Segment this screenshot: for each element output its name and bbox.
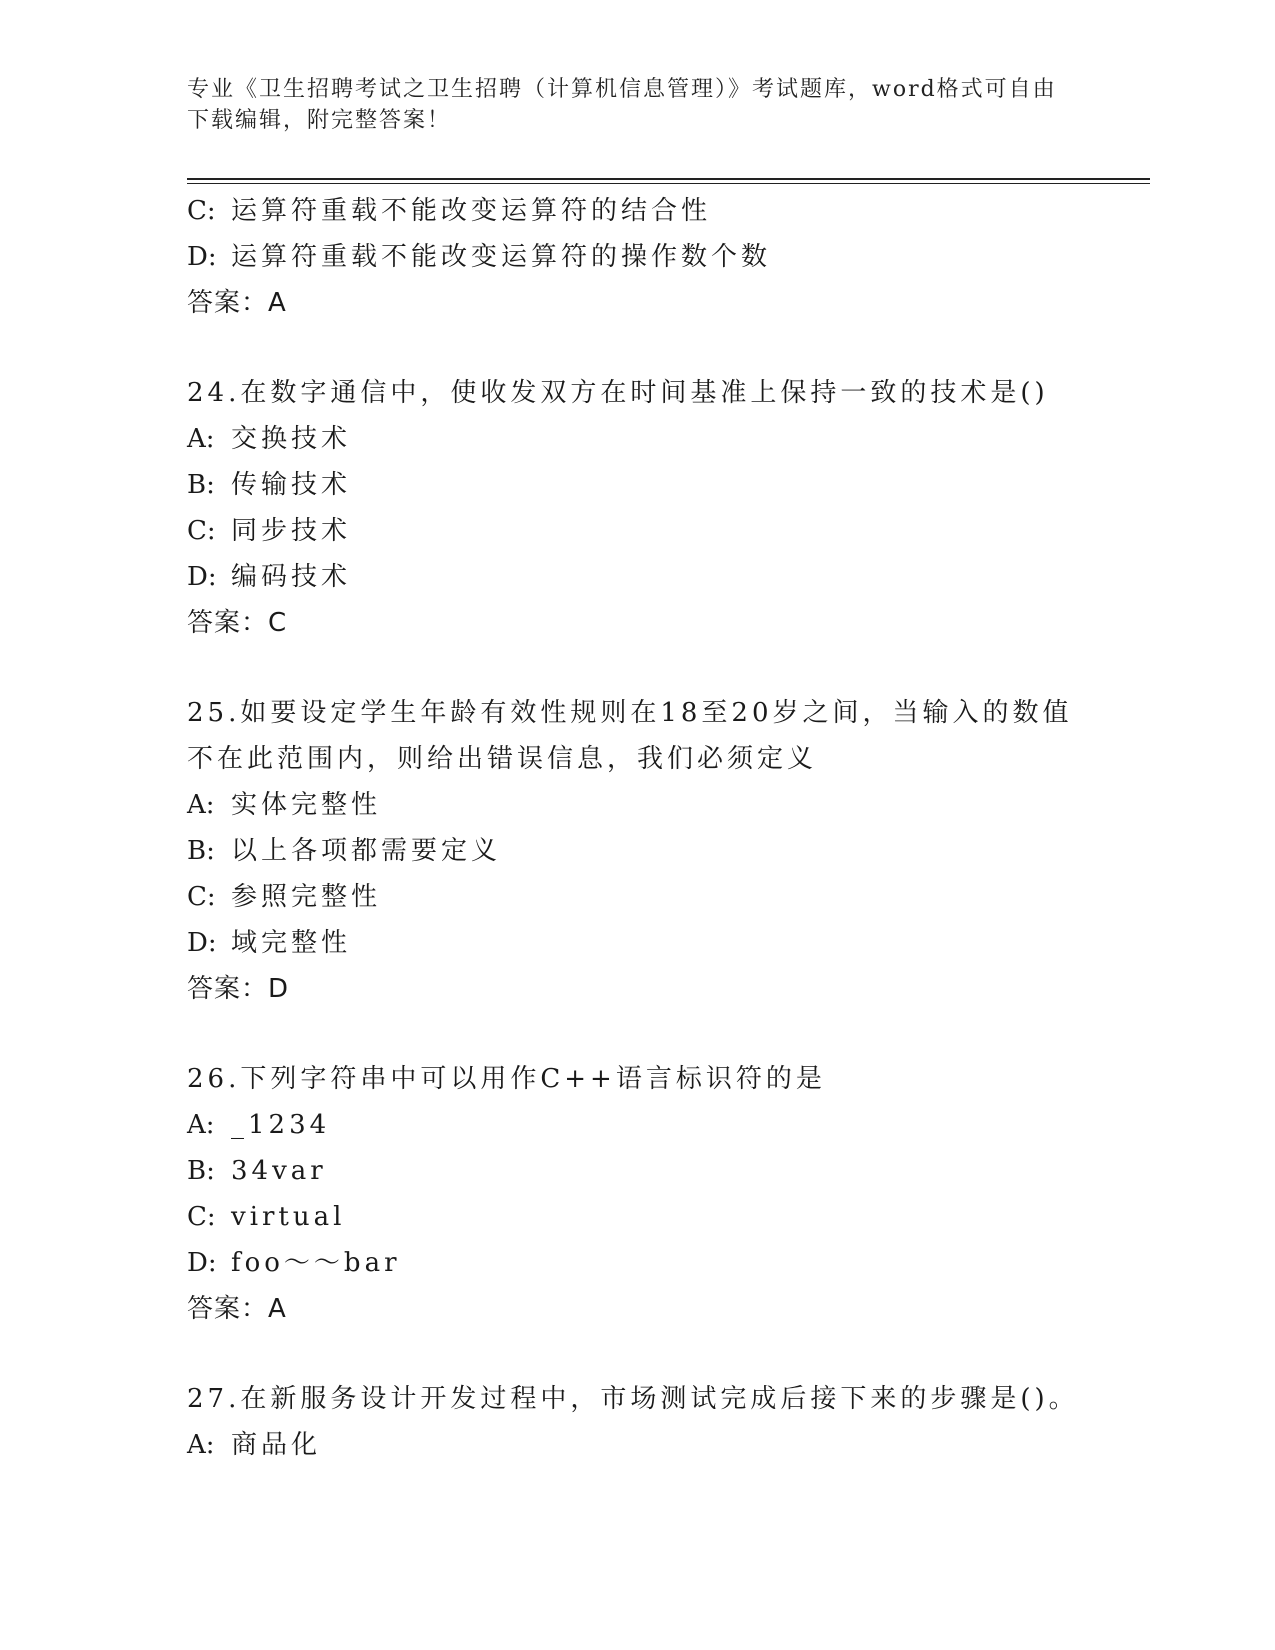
- option-a: A: 商品化: [187, 1430, 322, 1460]
- header-divider-thin: [187, 183, 1150, 184]
- answer: 答案：C: [187, 608, 288, 638]
- question-stem: 27.在新服务设计开发过程中，市场测试完成后接下来的步骤是()。: [187, 1384, 1079, 1414]
- option-a: A: 交换技术: [187, 424, 352, 454]
- question-stem: 26.下列字符串中可以用作C++语言标识符的是: [187, 1064, 826, 1094]
- question-25: [187, 690, 1087, 1012]
- option-b: B: 34var: [187, 1156, 327, 1186]
- option-d: D: 域完整性: [187, 928, 352, 958]
- option-c: C: 参照完整性: [187, 882, 382, 912]
- question-26: [187, 1056, 1087, 1332]
- header-divider: [187, 178, 1150, 180]
- option-d: D: 编码技术: [187, 562, 352, 592]
- question-stem: 24.在数字通信中，使收发双方在时间基准上保持一致的技术是(): [187, 378, 1049, 408]
- prev-question: [187, 188, 1087, 326]
- option-d: D: 运算符重载不能改变运算符的操作数个数: [187, 242, 772, 272]
- option-b: B: 传输技术: [187, 470, 352, 500]
- option-c: C: 运算符重载不能改变运算符的结合性: [187, 196, 712, 226]
- question-list: [187, 188, 1087, 1468]
- answer: 答案：A: [187, 288, 287, 318]
- option-d: D: foo～～bar: [187, 1248, 401, 1278]
- answer: 答案：A: [187, 1294, 287, 1324]
- question-27: [187, 1376, 1087, 1468]
- document-header: 专业《卫生招聘考试之卫生招聘（计算机信息管理）》考试题库，word格式可自由下载编辑，附完整答案！: [187, 77, 1057, 133]
- option-b: B: 以上各项都需要定义: [187, 836, 502, 866]
- question-stem: 25.如要设定学生年龄有效性规则在18至20岁之间，当输入的数值不在此范围内，则给出错误信息，我们必须定义: [187, 698, 1073, 774]
- option-c: C: 同步技术: [187, 516, 352, 546]
- option-a: A: _1234: [187, 1110, 331, 1140]
- answer: 答案：D: [187, 974, 290, 1004]
- option-a: A: 实体完整性: [187, 790, 382, 820]
- question-24: [187, 370, 1087, 646]
- option-c: C: virtual: [187, 1202, 346, 1232]
